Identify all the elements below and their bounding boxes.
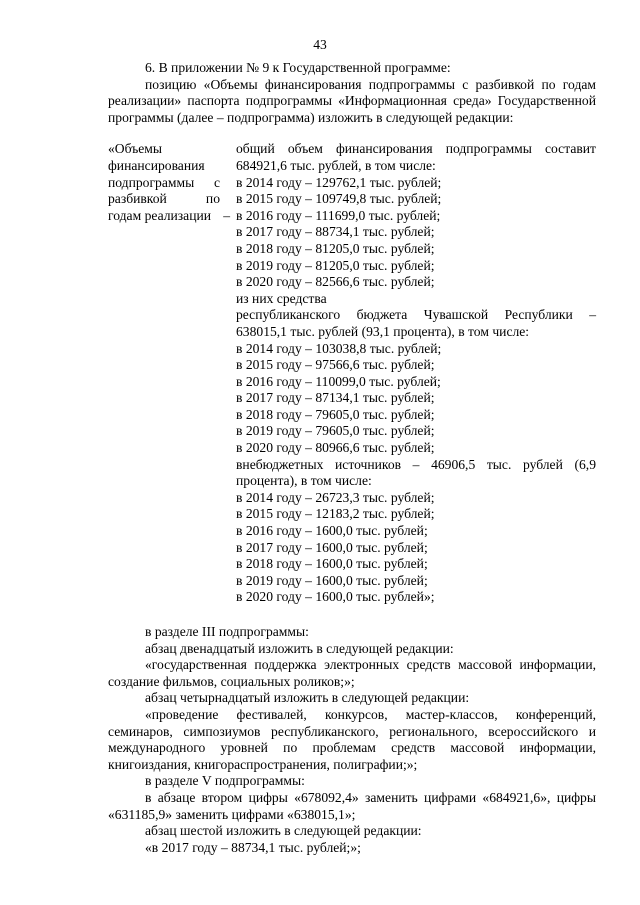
page-number: 43 <box>313 37 327 52</box>
table-line: в 2016 году – 111699,0 тыс. рублей; <box>236 207 441 223</box>
table-line: в 2019 году – 81205,0 тыс. рублей; <box>236 257 435 273</box>
table-line: в 2015 году – 12183,2 тыс. рублей; <box>236 506 435 522</box>
table-line: в 2018 году – 81205,0 тыс. рублей; <box>236 240 435 256</box>
document-body <box>108 60 596 856</box>
table-line: в 2017 году – 87134,1 тыс. рублей; <box>236 390 435 406</box>
paragraph: «в 2017 году – 88734,1 тыс. рублей;»; <box>145 839 361 855</box>
table-line: в 2018 году – 79605,0 тыс. рублей; <box>236 406 435 422</box>
paragraph: в разделе V подпрограммы: <box>145 773 305 789</box>
paragraph: абзац четырнадцатый изложить в следующей редакции: <box>145 690 470 706</box>
paragraph: позицию «Объемы финансирования подпрограммы с разбивкой по годам реализации» паспорта подпрограммы «Информационная среда» Государственной программы (далее – подпрограмма) изложить в следующей редакции: <box>108 76 596 125</box>
table-line: в 2017 году – 88734,1 тыс. рублей; <box>236 224 435 240</box>
paragraph: абзац двенадцатый изложить в следующей редакции: <box>145 640 454 656</box>
table-line: республиканского бюджета Чувашской Республики – 638015,1 тыс. рублей (93,1 процента), в том числе: <box>236 307 596 339</box>
table-label-cell <box>108 141 230 606</box>
table-line: внебюджетных источников – 46906,5 тыс. рублей (6,9 процента), в том числе: <box>236 456 596 489</box>
paragraph: абзац шестой изложить в следующей редакции: <box>145 823 422 839</box>
table-value-cell <box>236 141 596 606</box>
table-line: в 2016 году – 110099,0 тыс. рублей; <box>236 373 441 389</box>
paragraph: 6. В приложении № 9 к Государственной программе: <box>145 60 451 75</box>
table-line: в 2019 году – 1600,0 тыс. рублей; <box>236 572 428 588</box>
table-line: в 2017 году – 1600,0 тыс. рублей; <box>236 539 428 555</box>
amendments-section <box>108 624 596 856</box>
table-line: в 2014 году – 103038,8 тыс. рублей; <box>236 340 442 356</box>
financing-table <box>108 141 596 606</box>
table-line: в 2015 году – 109749,8 тыс. рублей; <box>236 191 442 207</box>
paragraph: в абзаце втором цифры «678092,4» заменить цифрами «684921,6», цифры «631185,9» заменить цифрами «638015,1»; <box>108 789 596 822</box>
table-line: в 2019 году – 79605,0 тыс. рублей; <box>236 423 435 439</box>
table-line: в 2018 году – 1600,0 тыс. рублей; <box>236 556 428 572</box>
table-line: в 2020 году – 82566,6 тыс. рублей; <box>236 274 435 290</box>
paragraph: в разделе III подпрограммы: <box>145 624 309 639</box>
table-line: в 2016 году – 1600,0 тыс. рублей; <box>236 523 428 539</box>
paragraph: «проведение фестивалей, конкурсов, мастер-классов, конференций, семинаров, симпозиумов республиканского, регионального, всероссийского и международного уровней по проблемам средств массовой информации, книгоиздания, книгораспространения, полиграфии;»; <box>108 706 596 772</box>
table-line: общий объем финансирования подпрограммы составит 684921,6 тыс. рублей, в том числе: <box>236 141 596 173</box>
paragraph: «государственная поддержка электронных средств массовой информации, создание фильмов, социальных роликов;»; <box>108 657 596 689</box>
table-line: в 2014 году – 129762,1 тыс. рублей; <box>236 174 442 190</box>
table-line: в 2020 году – 80966,6 тыс. рублей; <box>236 440 435 456</box>
table-line: в 2020 году – 1600,0 тыс. рублей»; <box>236 589 435 605</box>
table-line: в 2015 году – 97566,6 тыс. рублей; <box>236 357 435 373</box>
table-label: «Объемы финансирования подпрограммы с разбивкой по годам реализации – <box>108 141 230 223</box>
table-line: в 2014 году – 26723,3 тыс. рублей; <box>236 489 435 505</box>
table-line: из них средства <box>236 290 327 306</box>
